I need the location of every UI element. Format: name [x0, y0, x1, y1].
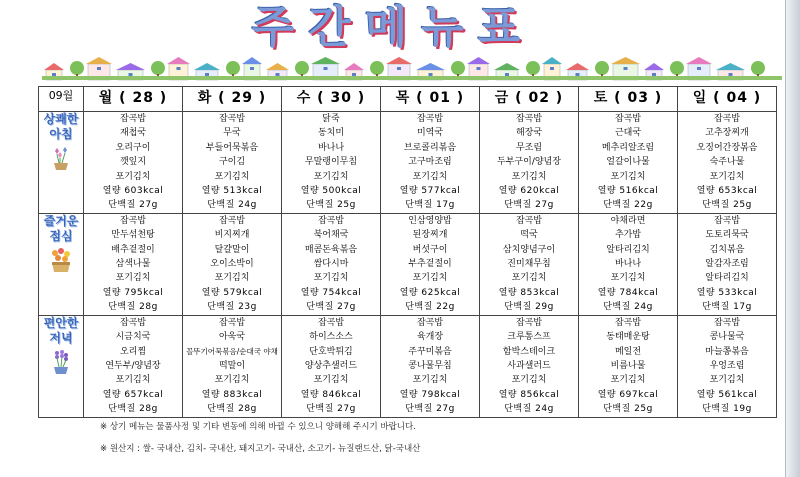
- menu-item: 고구마조림: [408, 157, 452, 168]
- menu-cell: [84, 112, 183, 214]
- menu-item: 인삼영양밥: [408, 215, 452, 226]
- menu-cell: [183, 112, 282, 214]
- nutrition-value: 단백질 27g: [504, 200, 554, 211]
- house-roof: [494, 63, 520, 70]
- menu-item: 포기김치: [610, 273, 646, 284]
- nutrition-value: 단백질 24g: [603, 302, 653, 313]
- menu-item: 포기김치: [511, 273, 547, 284]
- lavender-pot-icon: [39, 349, 83, 375]
- nutrition-value: 열량 533kcal: [696, 287, 758, 298]
- menu-item: 잡곡밥: [614, 317, 642, 328]
- nutrition-value: 단백질 25g: [603, 404, 653, 415]
- tree-icon: [70, 61, 84, 75]
- house-roof: [542, 57, 562, 64]
- menu-item: 숙주나물: [709, 157, 745, 168]
- menu-item: 포기김치: [610, 171, 646, 182]
- menu-cell: [381, 112, 480, 214]
- nutrition-value: 열량 577kcal: [399, 186, 461, 197]
- menu-item: 포기김치: [115, 273, 151, 284]
- menu-item: 양상추샐러드: [304, 360, 358, 371]
- menu-item: 사과샐러드: [507, 360, 551, 371]
- nutrition-value: 단백질 28g: [108, 302, 158, 313]
- menu-item: 하이스소스: [309, 332, 353, 343]
- menu-item: 마늘쫑볶음: [705, 346, 749, 357]
- nutrition-value: 단백질 27g: [306, 302, 356, 313]
- menu-cell: [678, 213, 777, 315]
- menu-item: 잡곡밥: [713, 317, 741, 328]
- nutrition-value: 단백질 23g: [207, 302, 257, 313]
- menu-item: 부추겉절이: [408, 259, 452, 270]
- house-roof: [266, 63, 289, 70]
- nutrition-value: 열량 846kcal: [300, 389, 362, 400]
- menu-item: 비름나물: [610, 360, 646, 371]
- menu-item: 포기김치: [214, 375, 250, 386]
- menu-item: 잡곡밥: [515, 317, 543, 328]
- menu-cell: [84, 315, 183, 417]
- menu-cell: [480, 112, 579, 214]
- menu-item: 잡곡밥: [713, 114, 741, 124]
- menu-item: 메추리알조림: [601, 142, 655, 153]
- house-window: [97, 67, 101, 70]
- menu-item: 무말랭이무침: [304, 157, 358, 168]
- house-roof: [44, 63, 64, 70]
- menu-item: 연두부/양념장: [105, 360, 161, 371]
- menu-item: 고추장찌개: [705, 128, 749, 139]
- house-roof: [611, 57, 640, 64]
- flower-pot-icon: [39, 247, 83, 273]
- menu-item: 비지찌개: [214, 230, 250, 241]
- nutrition-value: 열량 603kcal: [102, 186, 164, 197]
- menu-cell: [579, 213, 678, 315]
- house-roof: [467, 57, 490, 64]
- menu-item: 김치볶음: [709, 244, 745, 255]
- tree-icon: [226, 61, 240, 75]
- house-roof: [686, 57, 712, 64]
- menu-item: 삼치양념구이: [502, 244, 556, 255]
- nutrition-value: 단백질 28g: [108, 404, 158, 415]
- menu-item: 콩나물국: [709, 332, 745, 343]
- house-roof: [167, 57, 190, 64]
- nutrition-value: 열량 795kcal: [102, 287, 164, 298]
- menu-item: 얼갈이나물: [606, 157, 650, 168]
- menu-cell: [183, 213, 282, 315]
- menu-item: 재첩국: [119, 128, 147, 139]
- menu-item: 오징어간장볶음: [696, 142, 758, 153]
- day-header: 목 ( 01 ): [381, 87, 480, 112]
- tree-icon: [595, 61, 609, 75]
- nutrition-value: 열량 784kcal: [597, 287, 659, 298]
- nutrition-value: 단백질 19g: [702, 404, 752, 415]
- nutrition-value: 단백질 22g: [405, 302, 455, 313]
- nutrition-value: 열량 798kcal: [399, 389, 461, 400]
- nutrition-value: 열량 653kcal: [696, 186, 758, 197]
- nutrition-value: 열량 579kcal: [201, 287, 263, 298]
- nutrition-value: 열량 500kcal: [300, 186, 362, 197]
- menu-cell: [579, 112, 678, 214]
- menu-item: 구이김: [218, 157, 246, 168]
- grass-strip: [42, 76, 782, 80]
- menu-item: 북어채국: [313, 230, 349, 241]
- menu-item: 주꾸미볶음: [408, 346, 452, 357]
- menu-item: 콩나물무침: [408, 360, 452, 371]
- menu-item: 포기김치: [214, 171, 250, 182]
- menu-item: 잡곡밥: [218, 317, 246, 328]
- menu-item: 포기김치: [313, 171, 349, 182]
- page-title: 주간메뉴표: [251, 2, 535, 53]
- house-roof: [416, 63, 445, 70]
- house-roof: [716, 63, 745, 70]
- meal-label-line1: 상쾌한: [43, 112, 79, 126]
- weekly-menu-table: [38, 86, 777, 418]
- house-window: [324, 67, 328, 70]
- menu-item: 포기김치: [511, 375, 547, 386]
- tree-icon: [451, 61, 465, 75]
- house-window: [177, 67, 181, 70]
- house-window: [697, 67, 701, 70]
- nutrition-value: 열량 883kcal: [201, 389, 263, 400]
- nutrition-value: 단백질 25g: [306, 200, 356, 211]
- menu-item: 시금치국: [115, 332, 151, 343]
- menu-item: 매콤돈육볶음: [304, 244, 358, 255]
- menu-item: 단호박튀김: [309, 346, 353, 357]
- house-roof: [386, 57, 412, 64]
- menu-cell: [678, 112, 777, 214]
- menu-item: 포기김치: [115, 171, 151, 182]
- menu-item: 잡곡밥: [416, 317, 444, 328]
- menu-item: 잡곡밥: [614, 114, 642, 124]
- menu-item: 동치미: [317, 128, 345, 139]
- house-roof: [194, 63, 220, 70]
- nutrition-value: 단백질 25g: [702, 200, 752, 211]
- menu-cell: [678, 315, 777, 417]
- menu-item: 잡곡밥: [119, 317, 147, 328]
- menu-item: 아욱국: [218, 332, 246, 343]
- menu-item: 진미채무침: [507, 259, 551, 270]
- menu-item: 떡국: [520, 230, 538, 241]
- tree-icon: [295, 61, 309, 75]
- menu-item: 포기김치: [709, 171, 745, 182]
- menu-item: 메일전: [614, 346, 642, 357]
- note-substitution: ※ 상기 메뉴는 물품사정 및 기타 변동에 의해 바뀔 수 있으니 양해해 주시기 바랍니다.: [100, 422, 416, 432]
- menu-cell: [183, 315, 282, 417]
- menu-cell: [282, 315, 381, 417]
- menu-cell: [282, 213, 381, 315]
- meal-label-line2: 저녁: [49, 330, 73, 345]
- tree-icon: [526, 61, 540, 75]
- house-window: [250, 67, 254, 70]
- menu-item: 도토리묵국: [705, 230, 749, 241]
- menu-item: 포기김치: [412, 273, 448, 284]
- day-header: 화 ( 29 ): [183, 87, 282, 112]
- menu-item: 해장국: [515, 128, 543, 139]
- menu-item: 포기김치: [412, 171, 448, 182]
- nutrition-value: 열량 625kcal: [399, 287, 461, 298]
- menu-item: 바나나: [317, 142, 345, 153]
- menu-item: 잡곡밥: [515, 114, 543, 124]
- nutrition-value: 열량 657kcal: [102, 389, 164, 400]
- menu-item: 포기김치: [313, 273, 349, 284]
- nutrition-value: 단백질 27g: [108, 200, 158, 211]
- menu-item: 포기김치: [511, 171, 547, 182]
- menu-item: 잡곡밥: [713, 215, 741, 226]
- nutrition-value: 단백질 22g: [603, 200, 653, 211]
- menu-item: 무국: [223, 128, 241, 139]
- nutrition-value: 열량 856kcal: [498, 389, 560, 400]
- menu-cell: [282, 112, 381, 214]
- menu-item: 오리구이: [115, 142, 151, 153]
- menu-cell: [84, 213, 183, 315]
- house-window: [397, 67, 401, 70]
- nutrition-value: 단백질 29g: [504, 302, 554, 313]
- house-window: [550, 67, 554, 70]
- menu-item: 삼색나물: [115, 259, 151, 270]
- menu-item: 오리찜: [119, 346, 147, 357]
- menu-cell: [579, 315, 678, 417]
- nutrition-value: 열량 754kcal: [300, 287, 362, 298]
- menu-cell: [381, 213, 480, 315]
- menu-cell: [480, 315, 579, 417]
- menu-item: 동태매운탕: [606, 332, 650, 343]
- menu-item: 닭죽: [322, 114, 340, 124]
- nutrition-value: 열량 516kcal: [597, 186, 659, 197]
- menu-item: 포기김치: [412, 375, 448, 386]
- house-window: [624, 67, 628, 70]
- menu-item: 만두섞천탕: [111, 230, 155, 241]
- day-header: 월 ( 28 ): [84, 87, 183, 112]
- nutrition-value: 단백질 24g: [207, 200, 257, 211]
- menu-item: 잡곡밥: [218, 114, 246, 124]
- menu-item: 쌈다시마: [313, 259, 349, 270]
- menu-item: 잡곡밥: [218, 215, 246, 226]
- meal-label-line2: 아침: [49, 127, 73, 141]
- day-header: 일 ( 04 ): [678, 87, 777, 112]
- menu-item: 추가밥: [614, 230, 642, 241]
- menu-item: 잡곡밥: [515, 215, 543, 226]
- meal-row: [39, 112, 777, 214]
- nutrition-value: 단백질 27g: [405, 404, 455, 415]
- menu-item: 알타리김치: [606, 244, 650, 255]
- house-roof: [86, 57, 112, 64]
- meal-label-cell: [39, 315, 84, 417]
- tree-icon: [751, 61, 765, 75]
- tree-icon: [370, 61, 384, 75]
- nutrition-value: 단백질 17g: [702, 302, 752, 313]
- menu-item: 달걀말이: [214, 244, 250, 255]
- house-roof: [116, 63, 145, 70]
- menu-item: 두부구이/양념장: [497, 157, 561, 168]
- menu-item: 잡곡밥: [416, 114, 444, 124]
- tulip-pot-icon: [39, 145, 83, 171]
- menu-item: 포기김치: [214, 273, 250, 284]
- menu-item: 배추겉절이: [111, 244, 155, 255]
- menu-item: 포기김치: [709, 375, 745, 386]
- menu-item: 잡곡밥: [119, 215, 147, 226]
- window-edge: [785, 0, 800, 477]
- nutrition-value: 단백질 27g: [306, 404, 356, 415]
- nutrition-value: 단백질 28g: [207, 404, 257, 415]
- house-roof: [344, 63, 364, 70]
- menu-item: 근대국: [614, 128, 642, 139]
- nutrition-value: 단백질 24g: [504, 404, 554, 415]
- house-roof: [242, 57, 262, 64]
- menu-item: 포기김치: [610, 375, 646, 386]
- menu-item: 포기김치: [115, 375, 151, 386]
- menu-item: 잡곡밥: [317, 215, 345, 226]
- meal-label-line2: 점심: [49, 228, 73, 243]
- menu-item: 야채라면: [610, 215, 646, 226]
- menu-item: 포기김치: [313, 375, 349, 386]
- menu-item: 무조림: [515, 142, 543, 153]
- menu-item: 바나나: [614, 259, 642, 270]
- menu-item: 떡말이: [218, 360, 246, 371]
- meal-row: [39, 213, 777, 315]
- nutrition-value: 열량 853kcal: [498, 287, 560, 298]
- menu-item: 꼴뚜기어묵볶음/순대국 야채: [186, 346, 278, 356]
- meal-label-line1: 즐거운: [43, 213, 79, 228]
- menu-item: 잡곡밥: [119, 114, 147, 124]
- menu-item: 크루통스프: [507, 332, 551, 343]
- month-cell: 09월: [39, 87, 84, 112]
- menu-item: 미역국: [416, 128, 444, 139]
- menu-item: 된장찌개: [412, 230, 448, 241]
- day-header: 토 ( 03 ): [579, 87, 678, 112]
- nutrition-value: 단백질 17g: [405, 200, 455, 211]
- meal-label-cell: [39, 213, 84, 315]
- menu-item: 버섯구이: [412, 244, 448, 255]
- tree-icon: [670, 61, 684, 75]
- day-header: 금 ( 02 ): [480, 87, 579, 112]
- menu-cell: [381, 315, 480, 417]
- nutrition-value: 열량 620kcal: [498, 186, 560, 197]
- note-origin: ※ 원산지 : 쌀- 국내산, 김치- 국내산, 돼지고기- 국내산, 소고기- 뉴질랜드산, 닭-국내산: [100, 444, 421, 454]
- menu-item: 함박스테이크: [502, 346, 556, 357]
- meal-row: [39, 315, 777, 417]
- menu-item: 알타리김치: [705, 273, 749, 284]
- menu-item: 깻잎지: [119, 157, 147, 168]
- nutrition-value: 열량 697kcal: [597, 389, 659, 400]
- menu-item: 육개장: [416, 332, 444, 343]
- nutrition-value: 열량 561kcal: [696, 389, 758, 400]
- tree-icon: [151, 61, 165, 75]
- menu-item: 브로콜리볶음: [403, 142, 457, 153]
- house-roof: [311, 57, 340, 64]
- meal-label-cell: [39, 112, 84, 214]
- menu-cell: [480, 213, 579, 315]
- menu-item: 부들어묵볶음: [205, 142, 259, 153]
- house-roof: [566, 63, 589, 70]
- header-row: [39, 87, 777, 112]
- menu-item: 잡곡밥: [317, 317, 345, 328]
- menu-item: 알감자조림: [705, 259, 749, 270]
- house-roof: [644, 63, 664, 70]
- menu-item: 오이소박이: [210, 259, 254, 270]
- menu-item: 우엉조림: [709, 360, 745, 371]
- nutrition-value: 열량 513kcal: [201, 186, 263, 197]
- house-window: [477, 67, 481, 70]
- day-header: 수 ( 30 ): [282, 87, 381, 112]
- meal-label-line1: 편안한: [43, 315, 79, 330]
